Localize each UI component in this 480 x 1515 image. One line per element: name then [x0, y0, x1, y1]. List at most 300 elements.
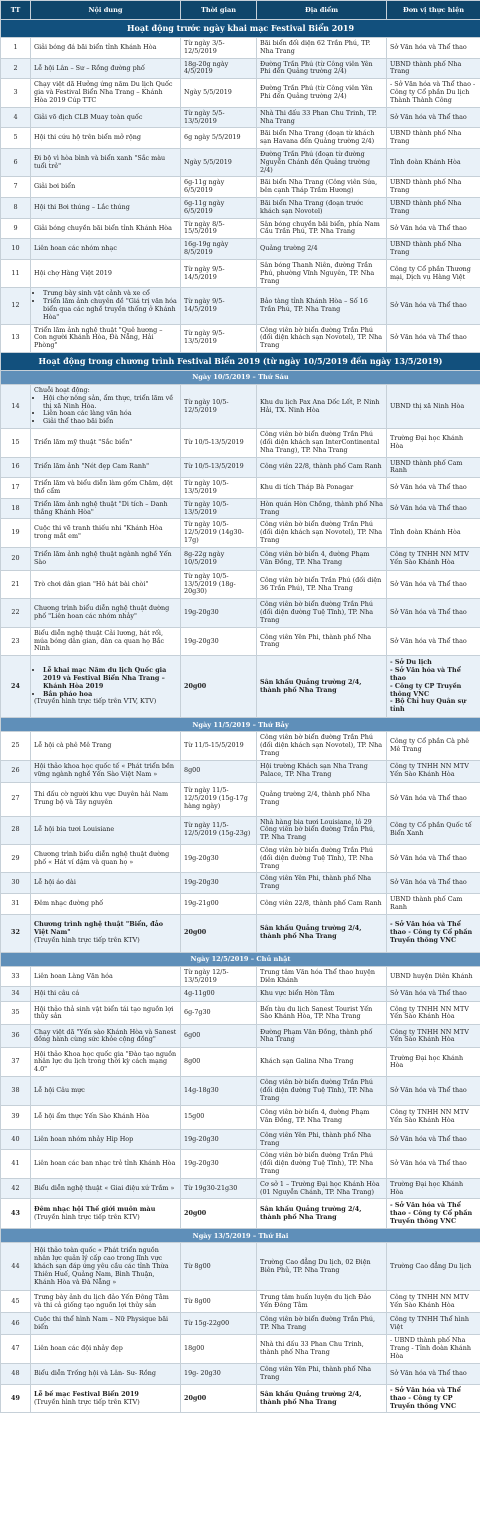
row-place: Nhà thi đấu 33 Phan Chu Trinh, thành phố Nha Trang: [257, 1335, 387, 1363]
row-number: 9: [1, 218, 31, 239]
row-unit: Công ty Cổ phần Thương mại, Dịch vụ Hàng Việt: [387, 259, 480, 287]
unit-line: - Sở Văn hóa và Thể thao: [390, 666, 461, 682]
content-note: (Truyền hình trực tiếp trên KTV): [34, 936, 140, 945]
row-time: Từ ngày 5/5-13/5/2019: [181, 107, 257, 128]
row-unit: Sở Văn hóa và Thể thao: [387, 498, 480, 519]
content-text: Biểu diễn Trống hội và Lân- Sư- Rồng: [34, 1368, 156, 1377]
row-time: Từ ngày 3/5-12/5/2019: [181, 38, 257, 59]
row-content: [31, 914, 181, 952]
table-row: [1, 1105, 480, 1129]
row-place: Bãi biển đối diện 62 Trần Phú, TP. Nha Trang: [257, 38, 387, 59]
row-unit: Sở Văn hóa và Thể thao: [387, 987, 480, 1002]
row-place: Sân khấu Quảng trường 2/4, thành phố Nha Trang: [257, 1199, 387, 1229]
row-place: Cơ sở 1 – Trường Đại học Khánh Hòa (01 Nguyễn Chánh, TP. Nha Trang): [257, 1178, 387, 1199]
table-row: [1, 457, 480, 478]
table-row: [1, 966, 480, 987]
row-unit: Trường Cao đẳng Du lịch: [387, 1243, 480, 1291]
row-content: [31, 845, 181, 873]
row-number: 20: [1, 547, 31, 570]
table-row: [1, 519, 480, 547]
row-number: 28: [1, 816, 31, 844]
row-content: [31, 1291, 181, 1313]
row-place: Công viên bờ biển đường Trần Phú (đối diện đường Tuệ Tĩnh), TP. Nha Trang: [257, 1150, 387, 1178]
row-time: 19g-20g30: [181, 599, 257, 627]
row-place: Công viên bờ biển đường Trần Phú (đối diện đường Tuệ Tĩnh), TP. Nha Trang: [257, 1077, 387, 1105]
row-place: Đường Trần Phú (từ Công viên Yên Phi đến Quảng trường 2/4): [257, 58, 387, 79]
row-number: 42: [1, 1178, 31, 1199]
content-text: Đi bộ vì hòa bình và biển xanh "Sắc màu tuổi trẻ": [34, 153, 166, 170]
row-place: Công viên bờ biển Trần Phú (đối diện 36 Trần Phú), TP. Nha Trang: [257, 570, 387, 598]
row-number: 27: [1, 782, 31, 816]
table-row: [1, 987, 480, 1002]
row-unit: Tỉnh đoàn Khánh Hòa: [387, 148, 480, 176]
row-content: [31, 478, 181, 499]
row-time: 8g-22g ngày 10/5/2019: [181, 547, 257, 570]
row-unit: Sở Văn hóa và Thể thao: [387, 782, 480, 816]
header-place: Địa điểm: [257, 1, 387, 20]
row-content: [31, 198, 181, 219]
content-text: Hội thảo khoa học quốc tế « Phát triển bền vững ngành nghề Yến Sào Việt Nam »: [34, 762, 175, 779]
row-place: Nhà hàng bia tươi Louisiane, lô 29 Công viên bờ biển đường Trần Phú, TP. Nha Trang: [257, 816, 387, 844]
row-time: 19g-20g30: [181, 1150, 257, 1178]
row-time: 15g00: [181, 1105, 257, 1129]
content-text: Cuộc thi vẽ tranh thiếu nhi "Khánh Hòa trong mắt em": [34, 524, 163, 541]
table-row: [1, 1129, 480, 1150]
row-content: [31, 966, 181, 987]
row-unit: UBND huyện Diên Khánh: [387, 966, 480, 987]
row-time: 6g-11g ngày 6/5/2019: [181, 198, 257, 219]
table-row: [1, 259, 480, 287]
row-time: 19g-20g30: [181, 1129, 257, 1150]
row-content: [31, 128, 181, 149]
content-text: Hội thảo Khoa học quốc gia "Đào tạo nguồn nhân lực du lịch trong thời kỳ cách mạng 4.0": [34, 1049, 177, 1074]
row-content: [31, 1363, 181, 1384]
content-text: Thi đấu cờ người khu vực Duyên hải Nam Trung bộ và Tây nguyên: [34, 790, 169, 807]
content-text: Lễ hội Lân – Sư – Rồng đường phố: [34, 63, 145, 72]
row-time: Từ ngày 9/5-14/5/2019: [181, 288, 257, 324]
content-text: Biểu diễn nghệ thuật « Giai điệu xứ Trầm »: [34, 1183, 175, 1192]
content-text: Đêm nhạc đường phố: [34, 898, 104, 907]
row-number: 40: [1, 1129, 31, 1150]
day-header: Ngày 12/5/2019 – Chủ nhật: [1, 952, 480, 966]
row-place: Công viên bờ biển 4, đường Phạm Văn Đồng, TP. Nha Trang: [257, 547, 387, 570]
content-text: Chương trình biểu diễn nghệ thuật đường phố « Hát ví dặm và quan họ »: [34, 849, 170, 866]
content-text: Triển lãm ảnh nghệ thuật ngành nghề Yến Sào: [34, 550, 172, 566]
content-text: Lễ hội áo dài: [34, 878, 76, 887]
row-content: [31, 1129, 181, 1150]
row-time: Ngày 5/5/2019: [181, 79, 257, 107]
row-place: Sân khấu Quảng trường 2/4, thành phố Nha Trang: [257, 1384, 387, 1412]
row-content: [31, 873, 181, 894]
row-content: [31, 570, 181, 598]
row-content: [31, 324, 181, 352]
row-number: 32: [1, 914, 31, 952]
row-number: 25: [1, 732, 31, 760]
row-place: Hội trường Khách sạn Nha Trang Palace, TP. Nha Trang: [257, 760, 387, 782]
row-place: Công viên bờ biển 4, đường Phạm Văn Đồng, TP. Nha Trang: [257, 1105, 387, 1129]
row-place: Công viên bờ biển đường Trần Phú (đối diện đường Tuệ Tĩnh), TP. Nha Trang: [257, 845, 387, 873]
row-number: 1: [1, 38, 31, 59]
row-content: [31, 177, 181, 198]
row-unit: Công ty TNHH Thể hình Việt: [387, 1313, 480, 1335]
table-row: [1, 1199, 480, 1229]
row-place: Công viên Yên Phi, thành phố Nha Trang: [257, 627, 387, 655]
row-place: Nhà Thi đấu 33 Phan Chu Trinh, TP. Nha Trang: [257, 107, 387, 128]
row-number: 18: [1, 498, 31, 519]
content-text: Liên hoan các ban nhạc trẻ tỉnh Khánh Hòa: [34, 1159, 176, 1168]
row-number: 3: [1, 79, 31, 107]
table-row: [1, 1243, 480, 1291]
row-content: [31, 79, 181, 107]
row-unit: Sở Văn hóa và Thể thao: [387, 845, 480, 873]
table-row: [1, 1077, 480, 1105]
row-content: [31, 498, 181, 519]
table-row: [1, 58, 480, 79]
row-time: 6g00: [181, 1025, 257, 1048]
content-note: (Truyền hình trực tiếp trên KTV): [34, 1397, 140, 1406]
content-text: Liên hoan các nhóm nhạc: [34, 244, 117, 253]
header-tt: TT: [1, 1, 31, 20]
content-text: Triển lãm mỹ thuật "Sắc biển": [34, 437, 133, 446]
row-content: [31, 1048, 181, 1077]
table-row: [1, 148, 480, 176]
row-time: 19g- 20g30: [181, 1363, 257, 1384]
row-unit: - UBND thành phố Nha Trang - Tỉnh đoàn Khánh Hòa: [387, 1335, 480, 1363]
content-text: Lễ bế mạc Festival Biển 2019: [34, 1389, 139, 1398]
table-row: [1, 385, 480, 429]
table-row: [1, 1025, 480, 1048]
row-number: 16: [1, 457, 31, 478]
table-row: [1, 1335, 480, 1363]
row-unit: Công ty Cổ phần Quốc tế Biển Xanh: [387, 816, 480, 844]
header-row: [1, 1, 480, 20]
unit-line: - Sở Du lịch: [390, 658, 432, 667]
row-number: 19: [1, 519, 31, 547]
row-unit: Trường Đại học Khánh Hòa: [387, 429, 480, 457]
row-content: [31, 1178, 181, 1199]
row-time: Từ ngày 8/5-15/5/2019: [181, 218, 257, 239]
row-place: Khách sạn Galina Nha Trang: [257, 1048, 387, 1077]
section-title-row: [1, 353, 480, 371]
row-unit: - Sở Văn hóa và Thể thao - Công ty CP Truyền thông VNC: [387, 1384, 480, 1412]
table-row: [1, 570, 480, 598]
row-time: 20g00: [181, 1199, 257, 1229]
row-unit: UBND thị xã Ninh Hòa: [387, 385, 480, 429]
row-number: 33: [1, 966, 31, 987]
day-header-row: [1, 1229, 480, 1243]
row-number: 47: [1, 1335, 31, 1363]
content-lead: Chuỗi hoạt động:: [34, 386, 90, 394]
row-time: Từ 11/5-15/5/2019: [181, 732, 257, 760]
row-number: 5: [1, 128, 31, 149]
table-row: [1, 1048, 480, 1077]
row-unit: [387, 656, 480, 718]
row-number: 30: [1, 873, 31, 894]
row-time: Từ 19g30-21g30: [181, 1178, 257, 1199]
content-text: Chương trình biểu diễn nghệ thuật đường phố "Liên hoan các nhóm nhảy": [34, 604, 170, 620]
row-unit: Công ty TNHH NN MTV Yến Sào Khánh Hòa: [387, 1002, 480, 1025]
row-time: Từ ngày 9/5-14/5/2019: [181, 259, 257, 287]
row-number: 11: [1, 259, 31, 287]
row-unit: Sở Văn hóa và Thể thao: [387, 478, 480, 499]
content-text: Hội thi câu cá: [34, 989, 80, 998]
row-time: 19g-20g30: [181, 627, 257, 655]
row-content: [31, 1077, 181, 1105]
content-text: Đêm nhạc hội Thế giới muôn màu: [34, 1205, 156, 1214]
content-text: Triển lãm và biểu diễn làm gốm Chăm, dệt thổ cẩm: [34, 479, 173, 495]
row-unit: UBND thành phố Cam Ranh: [387, 457, 480, 478]
row-unit: Sở Văn hóa và Thể thao: [387, 288, 480, 324]
row-number: 46: [1, 1313, 31, 1335]
row-time: Ngày 5/5/2019: [181, 148, 257, 176]
content-text: Liên hoan nhóm nhảy Hip Hop: [34, 1134, 134, 1143]
row-unit: Trường Đại học Khánh Hòa: [387, 1178, 480, 1199]
table-row: [1, 324, 480, 352]
table-row: [1, 816, 480, 844]
row-number: 17: [1, 478, 31, 499]
table-row: [1, 478, 480, 499]
content-text: Chạy việt dã "Yến sào Khánh Hòa và Sanest đồng hành cùng sức khỏe cộng đồng": [34, 1027, 177, 1044]
row-time: Từ ngày 10/5-13/5/2019 (18g-20g30): [181, 570, 257, 598]
content-list-item: • Liên hoan các làng văn hóa: [43, 410, 177, 418]
row-number: 41: [1, 1150, 31, 1178]
row-number: 21: [1, 570, 31, 598]
row-content: [31, 38, 181, 59]
table-row: [1, 218, 480, 239]
row-place: Đường Trần Phú (đoạn từ đường Nguyễn Chánh đến Quảng trường 2/4): [257, 148, 387, 176]
content-text: Liên hoan Làng Văn hóa: [34, 971, 113, 980]
row-unit: Sở Văn hóa và Thể thao: [387, 324, 480, 352]
table-body: [1, 20, 480, 1413]
row-number: 14: [1, 385, 31, 429]
row-place: Hòn quán Hòn Chồng, thành phố Nha Trang: [257, 498, 387, 519]
row-number: 7: [1, 177, 31, 198]
row-number: 39: [1, 1105, 31, 1129]
row-number: 34: [1, 987, 31, 1002]
row-time: Từ 10/5-13/5/2019: [181, 457, 257, 478]
row-time: Từ 8g00: [181, 1243, 257, 1291]
row-time: 16g-19g ngày 8/5/2019: [181, 239, 257, 260]
table-row: [1, 656, 480, 718]
day-header: Ngày 10/5/2019 – Thứ Sáu: [1, 371, 480, 385]
content-list: [34, 667, 177, 698]
row-content: [31, 58, 181, 79]
table-row: [1, 547, 480, 570]
content-list: [34, 395, 177, 426]
table-row: [1, 627, 480, 655]
table-row: [1, 239, 480, 260]
day-header: Ngày 11/5/2019 – Thứ Bảy: [1, 718, 480, 732]
row-time: Từ ngày 11/5-12/5/2019 (15g-23g): [181, 816, 257, 844]
row-place: Bến tàu du lịch Sanest Tourist Yến Sào Khánh Hòa, TP. Nha Trang: [257, 1002, 387, 1025]
day-header: Ngày 13/5/2019 – Thứ Hai: [1, 1229, 480, 1243]
table-row: [1, 845, 480, 873]
row-time: 14g-18g30: [181, 1077, 257, 1105]
table-row: [1, 38, 480, 59]
row-time: Từ ngày 10/5-13/5/2019: [181, 498, 257, 519]
content-text: Lễ hội bia tươi Louisiane: [34, 825, 115, 834]
table-row: [1, 1291, 480, 1313]
row-number: 22: [1, 599, 31, 627]
row-unit: Sở Văn hóa và Thể thao: [387, 599, 480, 627]
content-text: Giải bóng chuyền bãi biển tỉnh Khánh Hòa: [34, 223, 172, 232]
content-list: [34, 290, 177, 321]
row-number: 24: [1, 656, 31, 718]
table-row: [1, 1363, 480, 1384]
row-number: 12: [1, 288, 31, 324]
table-row: [1, 599, 480, 627]
content-list-item: • Lễ khai mạc Năm du lịch Quốc gia 2019 và Festival Biển Nha Trang – Khánh Hòa 2019: [43, 667, 177, 690]
row-place: Trường Cao đẳng Du lịch, 02 Điện Biên Phủ, TP. Nha Trang: [257, 1243, 387, 1291]
row-unit: UBND thành phố Nha Trang: [387, 239, 480, 260]
row-unit: Sở Văn hóa và Thể thao: [387, 38, 480, 59]
row-content: [31, 148, 181, 176]
row-place: Bãi biển Nha Trang (đoạn từ khách sạn Havana đến Quảng trường 2/4): [257, 128, 387, 149]
content-note: (Truyền hình trực tiếp trên VTV, KTV): [34, 697, 157, 706]
row-place: Sân khấu Quảng trường 2/4, thành phố Nha Trang: [257, 914, 387, 952]
row-unit: UBND thành phố Nha Trang: [387, 177, 480, 198]
table-row: [1, 107, 480, 128]
content-text: Trò chơi dân gian "Hô hát bài chòi": [34, 579, 149, 588]
table-row: [1, 128, 480, 149]
row-number: 38: [1, 1077, 31, 1105]
row-number: 8: [1, 198, 31, 219]
row-number: 10: [1, 239, 31, 260]
unit-line: - Bộ Chỉ huy Quân sự tỉnh: [390, 697, 466, 714]
content-text: Chương trình nghệ thuật "Biển, đảo Việt Nam": [34, 920, 164, 937]
row-place: Công viên bờ biển đường Trần Phú (đối diện khách sạn Novotel), TP. Nha Trang: [257, 324, 387, 352]
row-place: Đường Trần Phú (từ Công viên Yên Phi đến Quảng trường 2/4): [257, 79, 387, 107]
row-content: [31, 259, 181, 287]
row-place: Công viên 22/8, thành phố Cam Ranh: [257, 457, 387, 478]
row-place: Công viên bờ biển đường Trần Phú (đối diện khách sạn InterContinental Nha Trang), TP. Nha Trang: [257, 429, 387, 457]
row-place: Công viên bờ biển đường Trần Phú (đối diện đường Tuệ Tĩnh), TP. Nha Trang: [257, 599, 387, 627]
table-row: [1, 732, 480, 760]
row-unit: - Sở Văn hóa và Thể thao - Công ty Cổ phần Du lịch Thành Thành Công: [387, 79, 480, 107]
row-time: Từ 15g-22g00: [181, 1313, 257, 1335]
row-place: Sân bóng Thanh Niên, đường Trần Phú, phường Vĩnh Nguyên, TP. Nha Trang: [257, 259, 387, 287]
row-unit: Công ty Cổ phần Cà phê Mê Trang: [387, 732, 480, 760]
row-time: Từ ngày 10/5-12/5/2019: [181, 385, 257, 429]
row-content: [31, 894, 181, 915]
row-content: [31, 107, 181, 128]
content-text: Hội chợ Hàng Việt 2019: [34, 268, 112, 277]
row-number: 45: [1, 1291, 31, 1313]
section-title-row: [1, 20, 480, 38]
row-content: [31, 1105, 181, 1129]
table-row: [1, 873, 480, 894]
row-time: Từ 10/5-13/5/2019: [181, 429, 257, 457]
row-unit: Sở Văn hóa và Thể thao: [387, 570, 480, 598]
table-row: [1, 177, 480, 198]
row-number: 4: [1, 107, 31, 128]
row-content: [31, 1025, 181, 1048]
table-row: [1, 894, 480, 915]
row-place: Khu du lịch Pax Ana Dốc Lết, P. Ninh Hải, TX. Ninh Hòa: [257, 385, 387, 429]
section-title: Hoạt động trước ngày khai mạc Festival Biển 2019: [1, 20, 480, 38]
row-place: Đường Phạm Văn Đồng, thành phố Nha Trang: [257, 1025, 387, 1048]
row-place: Trung tâm Văn hóa Thể thao huyện Diên Khánh: [257, 966, 387, 987]
content-text: Chạy việt dã Hưởng ứng năm Du lịch Quốc gia và Festival Biển Nha Trang – Khánh Hòa 2019 Cúp TTC: [34, 80, 173, 104]
row-content: [31, 1243, 181, 1291]
row-time: 6g ngày 5/5/2019: [181, 128, 257, 149]
row-unit: Sở Văn hóa và Thể thao: [387, 1363, 480, 1384]
row-place: Quảng trường 2/4, thành phố Nha Trang: [257, 782, 387, 816]
row-content: [31, 385, 181, 429]
row-content: [31, 519, 181, 547]
unit-line: - Công ty CP Truyền thông VNC: [390, 681, 462, 698]
row-unit: Sở Văn hóa và Thể thao: [387, 1129, 480, 1150]
row-content: [31, 429, 181, 457]
row-unit: Công ty TNHH NN MTV Yến Sào Khánh Hòa: [387, 1105, 480, 1129]
row-content: [31, 239, 181, 260]
row-time: 4g-11g00: [181, 987, 257, 1002]
section-title: Hoạt động trong chương trình Festival Biển 2019 (từ ngày 10/5/2019 đến ngày 13/5/2019): [1, 353, 480, 371]
content-text: Triển lãm ảnh "Nét đẹp Cam Ranh": [34, 462, 150, 471]
row-place: Sân bóng chuyền bãi biển, phía Nam Cầu Trần Phú, TP. Nha Trang: [257, 218, 387, 239]
row-content: [31, 1335, 181, 1363]
row-number: 44: [1, 1243, 31, 1291]
row-content: [31, 782, 181, 816]
row-place: Bãi biển Nha Trang (đoạn trước khách sạn Novotel): [257, 198, 387, 219]
row-content: [31, 1199, 181, 1229]
row-time: Từ 8g00: [181, 1291, 257, 1313]
table-row: [1, 288, 480, 324]
content-text: Biểu diễn nghệ thuật Cải lương, hát rối, múa bóng dân gian, đàn ca quan họ Bắc Ninh: [34, 628, 165, 653]
row-content: [31, 457, 181, 478]
row-unit: Sở Văn hóa và Thể thao: [387, 1077, 480, 1105]
content-text: Cuộc thi thể hình Nam – Nữ Physique bãi biển: [34, 1315, 169, 1331]
row-content: [31, 816, 181, 844]
row-unit: Sở Văn hóa và Thể thao: [387, 218, 480, 239]
row-time: 8g00: [181, 760, 257, 782]
row-time: 19g-21g00: [181, 894, 257, 915]
content-text: Hội thi Bơi thúng – Lắc thúng: [34, 202, 130, 211]
row-number: 43: [1, 1199, 31, 1229]
row-content: [31, 218, 181, 239]
row-unit: Công ty TNHH NN MTV Yến Sào Khánh Hòa: [387, 547, 480, 570]
row-content: [31, 1313, 181, 1335]
row-number: 31: [1, 894, 31, 915]
row-unit: - Sở Văn hóa và Thể thao - Công ty Cổ phần Truyền thông VNC: [387, 914, 480, 952]
row-content: [31, 288, 181, 324]
row-number: 36: [1, 1025, 31, 1048]
table-row: [1, 79, 480, 107]
content-list-item: • Trưng bày sinh vật cảnh và xe cổ: [43, 290, 177, 298]
content-list-item: • Bắn pháo hoa: [43, 691, 177, 699]
row-unit: Công ty TNHH NN MTV Yến Sào Khánh Hòa: [387, 760, 480, 782]
content-text: Hội thi cứu hộ trên biển mở rộng: [34, 133, 141, 142]
row-place: Bãi biển Nha Trang (Công viên Sứa, bên cạnh Tháp Trầm Hương): [257, 177, 387, 198]
row-place: Công viên Yên Phi, thành phố Nha Trang: [257, 873, 387, 894]
row-content: [31, 987, 181, 1002]
content-text: Giải võ địch CLB Muay toàn quốc: [34, 112, 143, 121]
row-time: Từ ngày 10/5-12/5/2019 (14g30-17g): [181, 519, 257, 547]
row-number: 29: [1, 845, 31, 873]
row-place: Công viên bờ biển đường Trần Phú, TP. Nha Trang: [257, 1313, 387, 1335]
table-row: [1, 429, 480, 457]
content-text: Triển lãm ảnh nghệ thuật "Di tích – Danh thắng Khánh Hòa": [34, 499, 168, 516]
row-time: 20g00: [181, 914, 257, 952]
content-text: Hội thảo thả sinh vật biển tái tạo nguồn lợi thủy sản: [34, 1004, 174, 1021]
content-note: (Truyền hình trực tiếp trên KTV): [34, 1212, 140, 1221]
row-unit: UBND thành phố Nha Trang: [387, 58, 480, 79]
header-time: Thời gian: [181, 1, 257, 20]
row-number: 2: [1, 58, 31, 79]
day-header-row: [1, 371, 480, 385]
row-number: 26: [1, 760, 31, 782]
row-number: 15: [1, 429, 31, 457]
